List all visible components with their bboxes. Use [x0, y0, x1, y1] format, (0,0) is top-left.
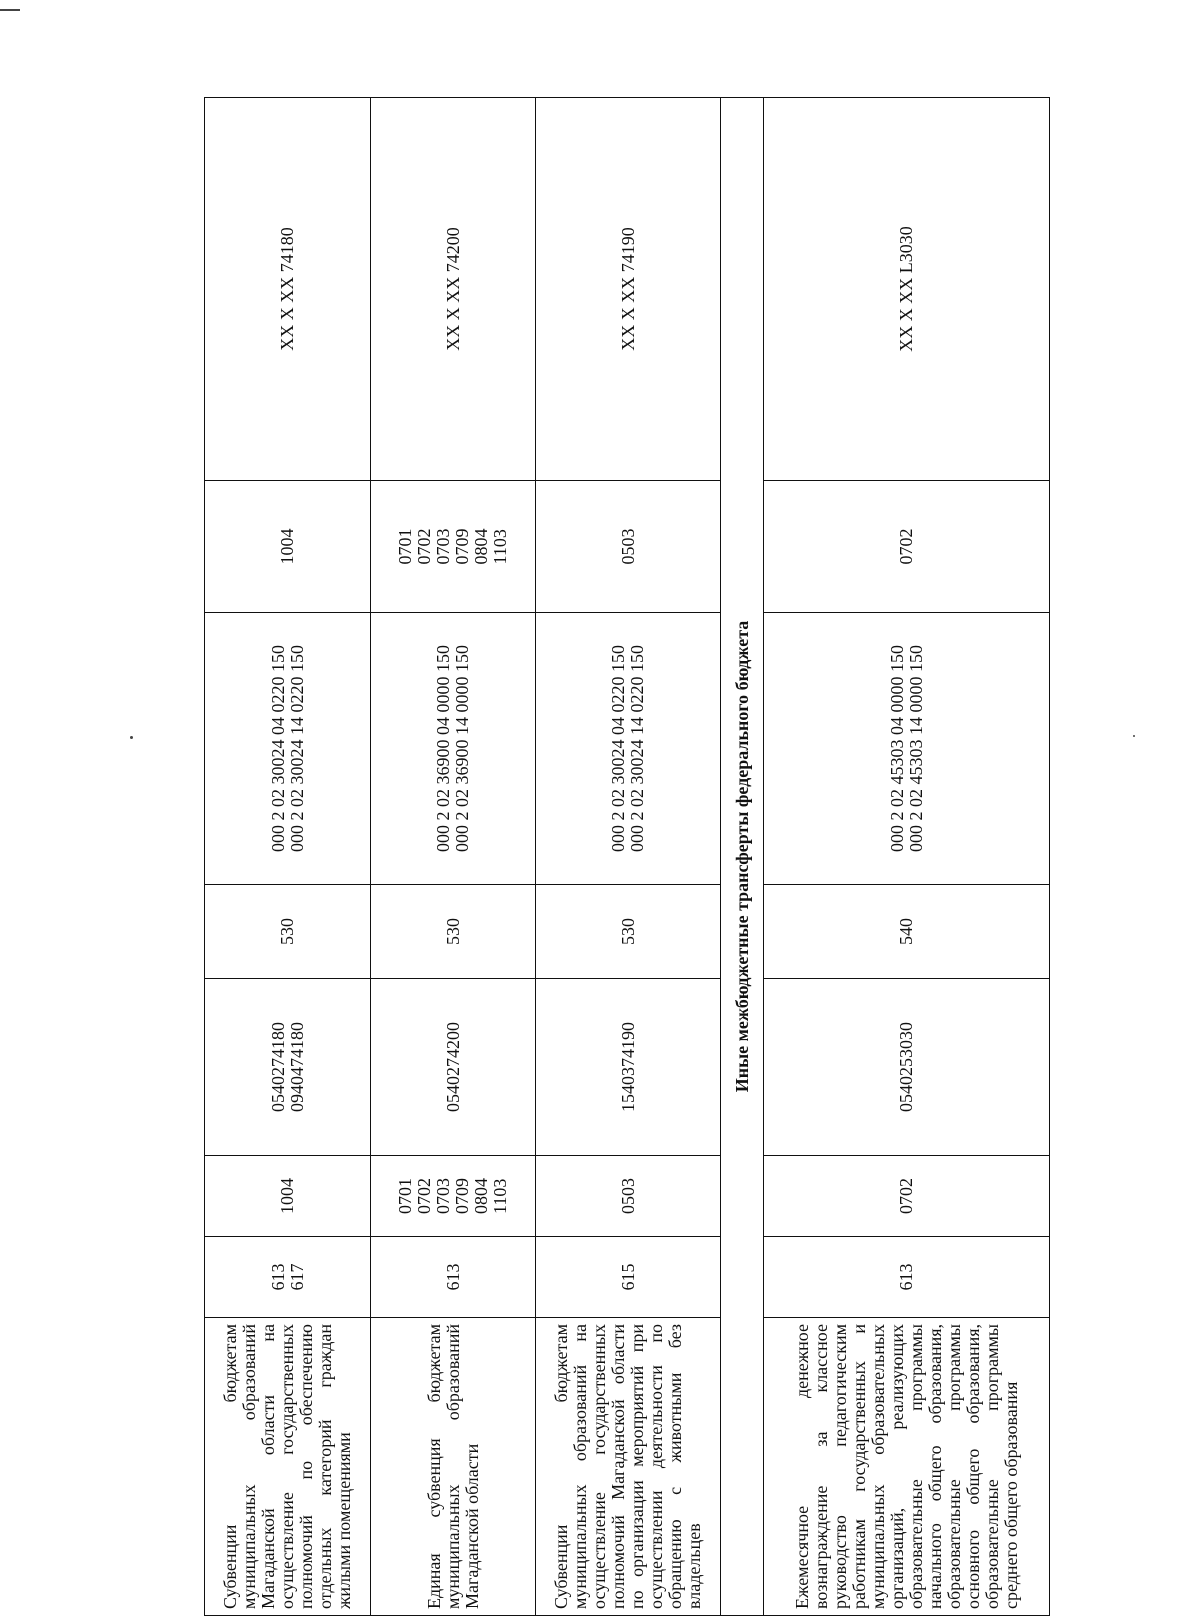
- row-name: Субвенции бюджетам муниципальных образований Магаданской области на осуществление государственных полномочий по обеспечению отдельных категорий граждан жилыми помещениями: [205, 1318, 371, 1616]
- rzpr-cell: 0702: [764, 1156, 1050, 1237]
- kd-cell: 000 2 02 30024 04 0220 150 000 2 02 30024 14 0220 150: [205, 613, 371, 885]
- table-row: [764, 98, 1050, 1616]
- table-row: [205, 98, 371, 1616]
- rzpr-cell: 0701 0702 0703 0709 0804 1103: [371, 1156, 536, 1237]
- kcsr-cell: 0540274200: [371, 979, 536, 1156]
- kvr-out-cell: 530: [536, 885, 721, 979]
- budget-table: [204, 97, 1050, 1616]
- rzpr-cell: 0503: [536, 1156, 721, 1237]
- kcsr-cell: 0540253030: [764, 979, 1050, 1156]
- kvr-cell: 613: [371, 1237, 536, 1318]
- table-row: [371, 98, 536, 1616]
- kvr-out-cell: 530: [205, 885, 371, 979]
- scan-speck: [1133, 735, 1135, 737]
- rzpr-out-cell: 1004: [205, 481, 371, 613]
- section-row: [721, 98, 764, 1616]
- kvr-out-cell: 540: [764, 885, 1050, 979]
- kd-cell: 000 2 02 45303 04 0000 150 000 2 02 45303 14 0000 150: [764, 613, 1050, 885]
- scan-speck: [130, 736, 133, 739]
- kcsr-cell: 1540374190: [536, 979, 721, 1156]
- row-name: Единая субвенция бюджетам муниципальных образований Магаданской области: [371, 1318, 536, 1616]
- section-title: Иные межбюджетные трансферты федерального бюджета: [721, 98, 764, 1616]
- rzpr-out-cell: 0503: [536, 481, 721, 613]
- kvr-cell: 613: [764, 1237, 1050, 1318]
- code-cell: XX X XX L3030: [764, 98, 1050, 481]
- code-cell: XX X XX 74190: [536, 98, 721, 481]
- kcsr-cell: 0540274180 0940474180: [205, 979, 371, 1156]
- table-row: [536, 98, 721, 1616]
- kd-cell: 000 2 02 36900 04 0000 150 000 2 02 36900 14 0000 150: [371, 613, 536, 885]
- rzpr-out-cell: 0701 0702 0703 0709 0804 1103: [371, 481, 536, 613]
- kvr-cell: 615: [536, 1237, 721, 1318]
- code-cell: XX X XX 74180: [205, 98, 371, 481]
- kd-cell: 000 2 02 30024 04 0220 150 000 2 02 30024 14 0220 150: [536, 613, 721, 885]
- scan-edge-mark: [0, 9, 20, 11]
- kvr-out-cell: 530: [371, 885, 536, 979]
- row-name: Субвенции бюджетам муниципальных образований на осуществление государственных полномочий Магаданской области по организации мероприятий при осуществлении деятельности по обращению с животными без владельцев: [536, 1318, 721, 1616]
- rzpr-cell: 1004: [205, 1156, 371, 1237]
- row-name: Ежемесячное денежное вознаграждение за классное руководство педагогическим работникам государственных и муниципальных образовательных организаций, реализующих образовательные программы начального общего образования, образовательные программы основного общего образования, образовательные программы среднего общего образования: [764, 1318, 1050, 1616]
- code-cell: XX X XX 74200: [371, 98, 536, 481]
- kvr-cell: 613 617: [205, 1237, 371, 1318]
- rotated-table-wrapper: [204, 98, 1049, 1616]
- rzpr-out-cell: 0702: [764, 481, 1050, 613]
